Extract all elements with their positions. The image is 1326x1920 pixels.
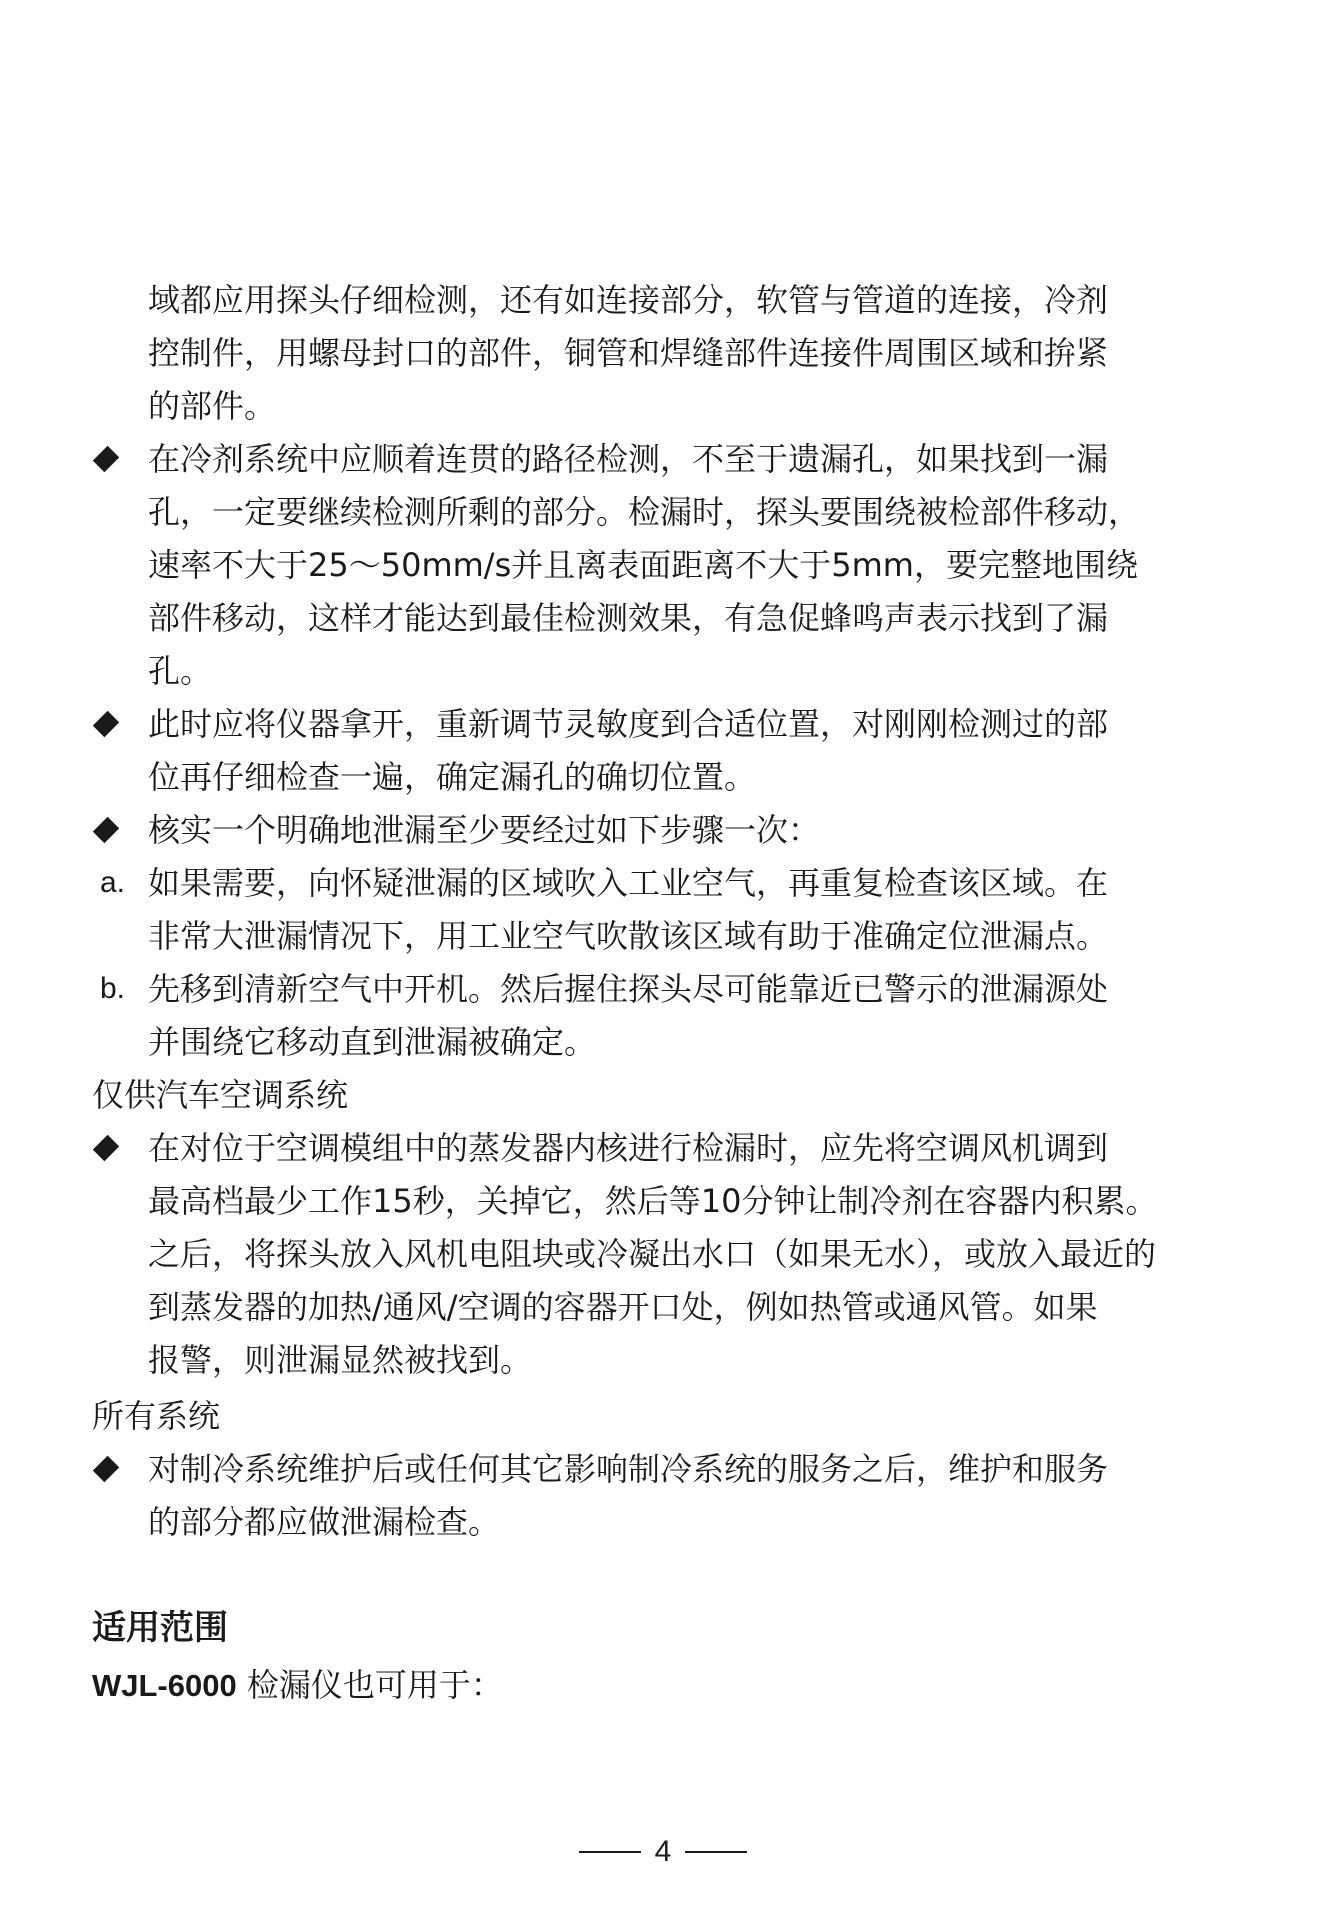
scope-title: 适用范围: [92, 1608, 228, 1648]
text-line: 部件移动，这样才能达到最佳检测效果，有急促蜂鸣声表示找到了漏: [148, 599, 1109, 637]
footer-rule-left: [579, 1851, 641, 1853]
scope-text: 检漏仪也可用于：: [236, 1666, 503, 1704]
text-line: 并围绕它移动直到泄漏被确定。: [148, 1023, 597, 1061]
text-line: 在冷剂系统中应顺着连贯的路径检测，不至于遗漏孔，如果找到一漏: [148, 440, 1109, 478]
page-number: 4: [654, 1835, 672, 1868]
text-line: 域都应用探头仔细检测，还有如连接部分，软管与管道的连接，冷剂: [148, 281, 1109, 319]
model-name: WJL-6000: [92, 1668, 237, 1703]
text-line: 孔，一定要继续检测所剩的部分。检漏时，探头要围绕被检部件移动，: [148, 493, 1141, 531]
text-line: 非常大泄漏情况下，用工业空气吹散该区域有助于准确定位泄漏点。: [148, 917, 1109, 955]
text-line: 对制冷系统维护后或任何其它影响制冷系统的服务之后，维护和服务: [148, 1450, 1109, 1488]
diamond-bullet-icon: [92, 1449, 120, 1489]
text-line: 最高档最少工作15秒，关掉它，然后等10分钟让制冷剂在容器内积累。: [148, 1182, 1158, 1220]
text-line: 先移到清新空气中开机。然后握住探头尽可能靠近已警示的泄漏源处: [148, 970, 1109, 1008]
text-line: 此时应将仪器拿开，重新调节灵敏度到合适位置，对刚刚检测过的部: [148, 705, 1109, 743]
section-heading: 仅供汽车空调系统: [92, 1076, 349, 1114]
text-line: 控制件，用螺母封口的部件，铜管和焊缝部件连接件周围区域和拚紧: [148, 334, 1109, 372]
section-heading: 所有系统: [92, 1397, 221, 1435]
text-line: 速率不大于25～50mm/s并且离表面距离不大于5mm，要完整地围绕: [148, 546, 1138, 584]
text-line: 在对位于空调模组中的蒸发器内核进行检漏时，应先将空调风机调到: [148, 1129, 1109, 1167]
text-line: 核实一个明确地泄漏至少要经过如下步骤一次：: [148, 811, 821, 849]
text-line: 之后，将探头放入风机电阻块或冷凝出水口（如果无水），或放入最近的: [148, 1235, 1157, 1273]
step-marker: a.: [100, 866, 126, 899]
page-footer: [0, 1834, 1326, 1870]
diamond-bullet-icon: [92, 704, 120, 744]
text-line: 如果需要，向怀疑泄漏的区域吹入工业空气，再重复检查该区域。在: [148, 864, 1109, 902]
diamond-bullet-icon: [92, 810, 120, 850]
text-line: 位再仔细检查一遍，确定漏孔的确切位置。: [148, 758, 757, 796]
text-line: 的部分都应做泄漏检查。: [148, 1503, 501, 1541]
diamond-bullet-icon: [92, 439, 120, 479]
text-line: 孔。: [148, 652, 213, 690]
diamond-bullet-icon: [92, 1128, 120, 1168]
scope-line: [92, 1665, 503, 1706]
text-line: 到蒸发器的加热/通风/空调的容器开口处，例如热管或通风管。如果: [148, 1288, 1098, 1326]
footer-rule-right: [685, 1851, 747, 1853]
text-line: 报警，则泄漏显然被找到。: [148, 1341, 533, 1379]
step-marker: b.: [100, 972, 126, 1005]
text-line: 的部件。: [148, 387, 277, 425]
